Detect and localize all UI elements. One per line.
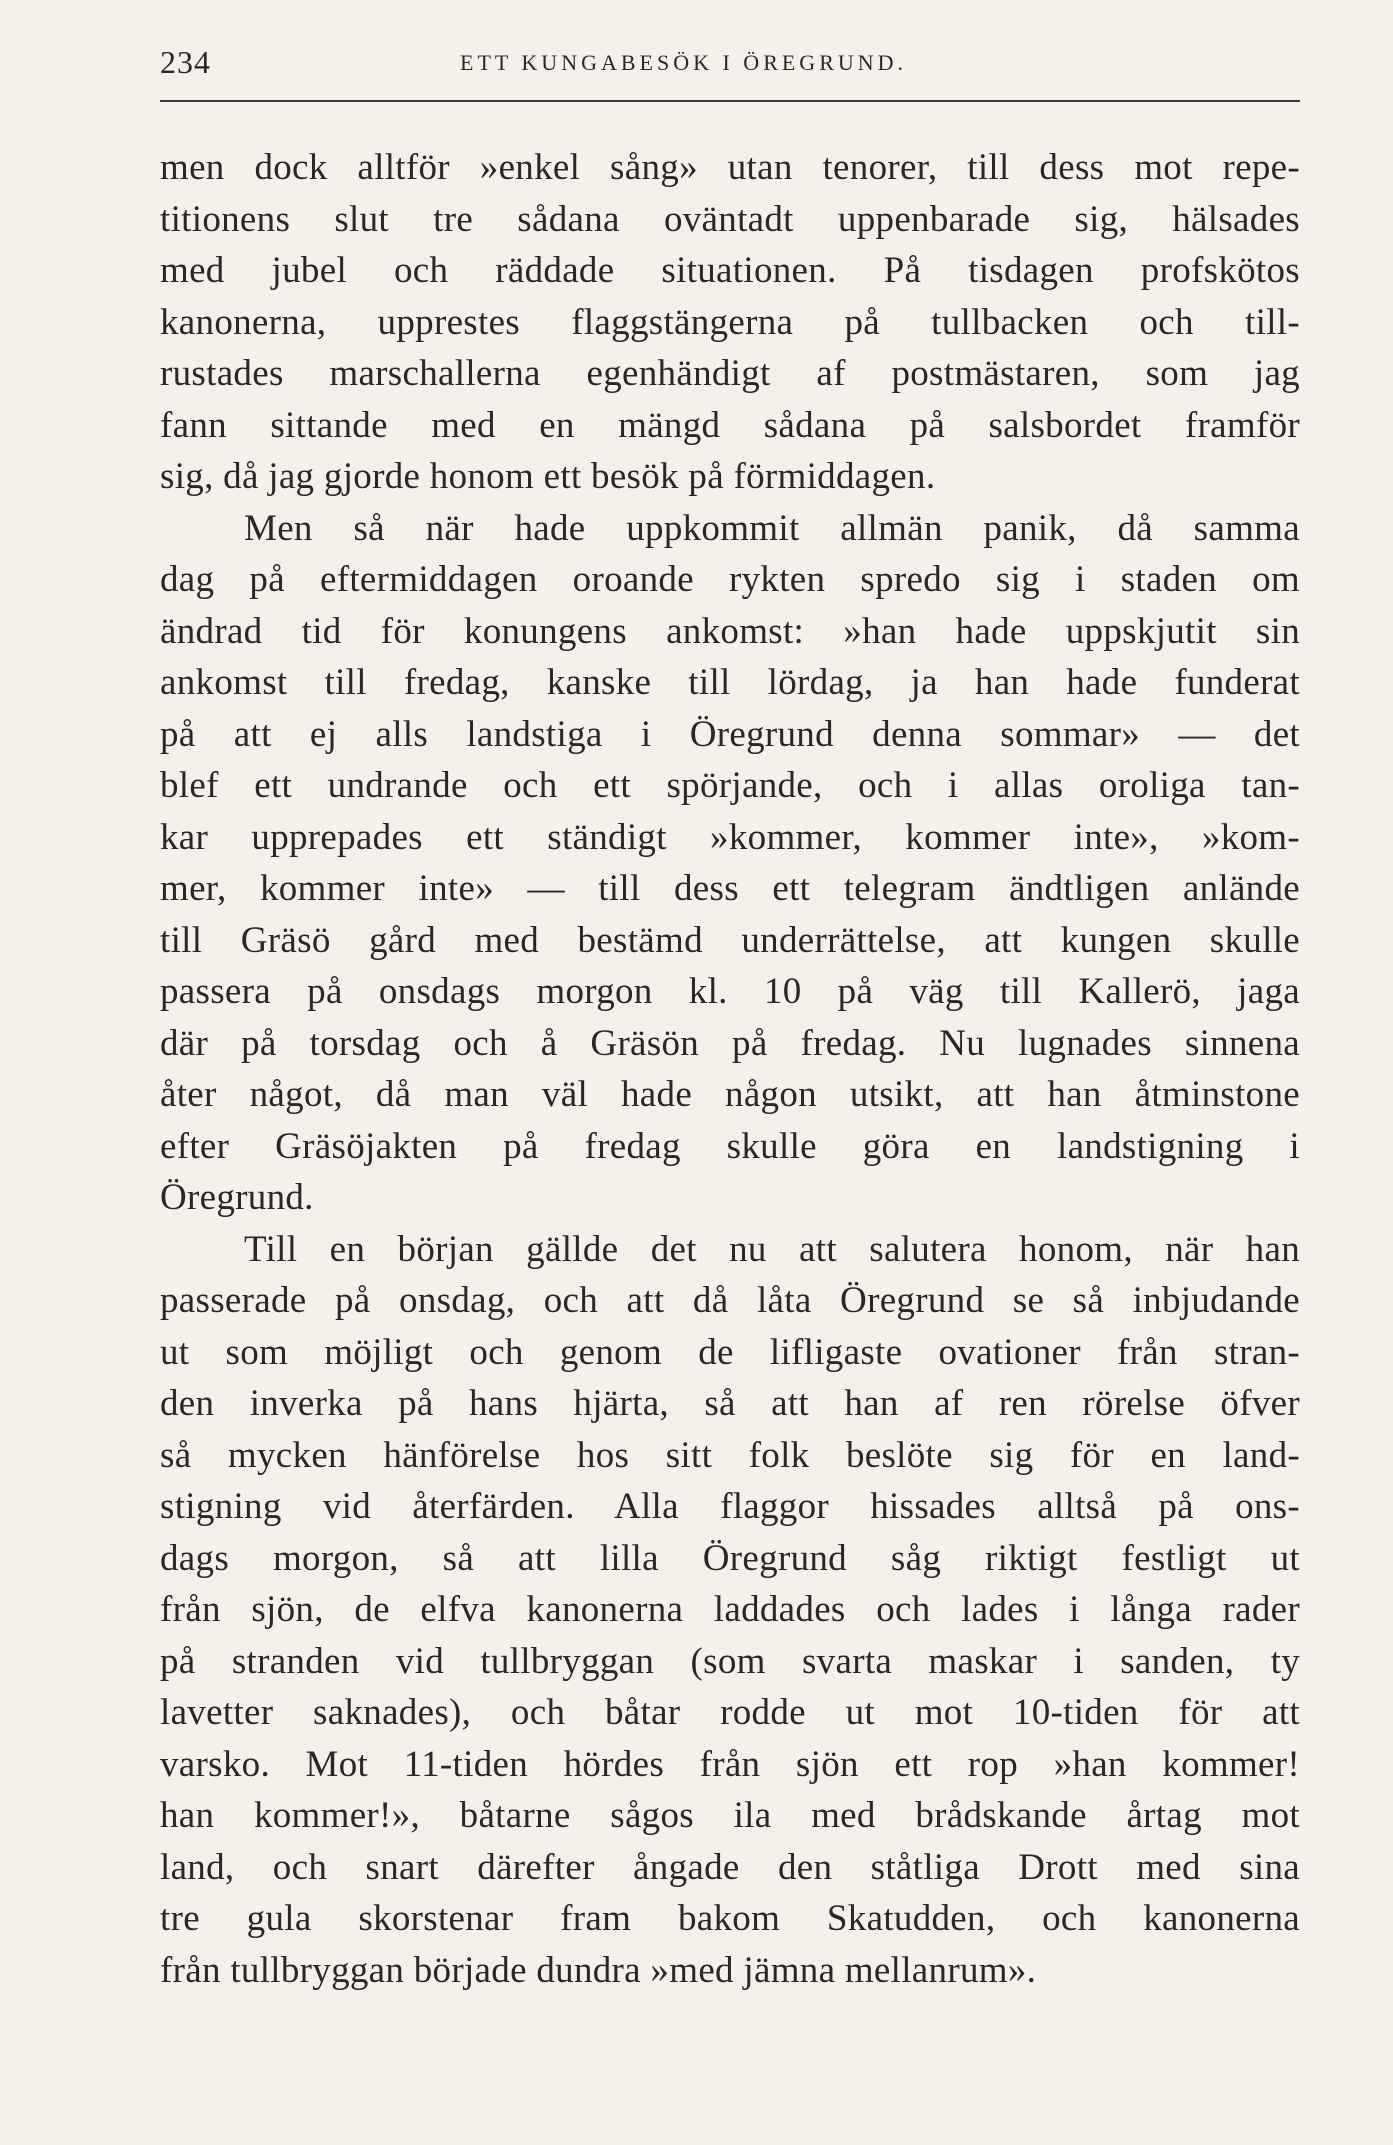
text-line: blef ett undrande och ett spörjande, och i allas oroliga tan- <box>160 765 1300 806</box>
text-line: land, och snart därefter ångade den ståtliga Drott med sina <box>160 1846 1300 1888</box>
text-line: lavetter saknades), och båtar rodde ut mot 10-tiden för att <box>160 1692 1300 1733</box>
text-line: men dock alltför »enkel sång» utan tenorer, till dess mot repe- <box>160 147 1300 188</box>
header-rule <box>160 100 1300 102</box>
text-line: ut som möjligt och genom de lifligaste ovationer från stran- <box>160 1331 1300 1373</box>
page-header <box>160 44 1300 84</box>
text-line: passera på onsdags morgon kl. 10 på väg till Kallerö, jaga <box>160 971 1300 1012</box>
text-line: ankomst till fredag, kanske till lördag, ja han hade funderat <box>160 662 1300 703</box>
text-line: med jubel och räddade situationen. På tisdagen profskötos <box>160 250 1300 291</box>
text-line: passerade på onsdag, och att då låta Öregrund se så inbjudande <box>160 1280 1300 1321</box>
text-line: dag på eftermiddagen oroande rykten spredo sig i staden om <box>160 559 1300 600</box>
text-line: varsko. Mot 11-tiden hördes från sjön ett rop »han kommer! <box>160 1743 1300 1785</box>
text-line: mer, kommer inte» — till dess ett telegram ändtligen anlände <box>160 868 1300 909</box>
text-line: från sjön, de elfva kanonerna laddades och lades i långa rader <box>160 1589 1300 1630</box>
text-line: dags morgon, så att lilla Öregrund såg riktigt festligt ut <box>160 1537 1300 1579</box>
text-line: kanonerna, upprestes flaggstängerna på tullbacken och till- <box>160 301 1300 343</box>
text-line: till Gräsö gård med bestämd underrättelse, att kungen skulle <box>160 919 1300 961</box>
text-line: Öregrund. <box>160 1177 314 1218</box>
body-text <box>160 142 1300 1996</box>
text-line: åter något, då man väl hade någon utsikt, att han åtminstone <box>160 1074 1300 1115</box>
running-title: ETT KUNGABESÖK I ÖREGRUND. <box>460 50 908 75</box>
text-line: stigning vid återfärden. Alla flaggor hissades alltså på ons- <box>160 1486 1300 1527</box>
text-line: den inverka på hans hjärta, så att han af ren rörelse öfver <box>160 1383 1300 1424</box>
text-line: på att ej alls landstiga i Öregrund denna sommar» — det <box>160 713 1300 755</box>
text-line: titionens slut tre sådana oväntadt uppenbarade sig, hälsades <box>160 198 1300 240</box>
text-line: ändrad tid för konungens ankomst: »han hade uppskjutit sin <box>160 610 1300 652</box>
text-line: Men så när hade uppkommit allmän panik, då samma <box>244 507 1300 549</box>
text-line: sig, då jag gjorde honom ett besök på förmiddagen. <box>160 456 936 497</box>
text-line: fann sittande med en mängd sådana på salsbordet framför <box>160 404 1300 446</box>
text-line: Till en början gällde det nu att salutera honom, när han <box>244 1228 1300 1270</box>
text-line: från tullbryggan började dundra »med jämna mellanrum». <box>160 1949 1037 1991</box>
text-line: tre gula skorstenar fram bakom Skatudden, och kanonerna <box>160 1898 1300 1939</box>
text-line: efter Gräsöjakten på fredag skulle göra en landstigning i <box>160 1125 1300 1167</box>
page-number: 234 <box>160 44 211 80</box>
text-line: så mycken hänförelse hos sitt folk beslöte sig för en land- <box>160 1434 1300 1476</box>
text-line: på stranden vid tullbryggan (som svarta maskar i sanden, ty <box>160 1640 1300 1682</box>
text-line: kar upprepades ett ständigt »kommer, kommer inte», »kom- <box>160 816 1300 858</box>
text-line: rustades marschallerna egenhändigt af postmästaren, som jag <box>160 353 1300 394</box>
text-line: där på torsdag och å Gräsön på fredag. Nu lugnades sinnena <box>160 1022 1300 1064</box>
text-line: han kommer!», båtarne sågos ila med brådskande årtag mot <box>160 1795 1300 1836</box>
